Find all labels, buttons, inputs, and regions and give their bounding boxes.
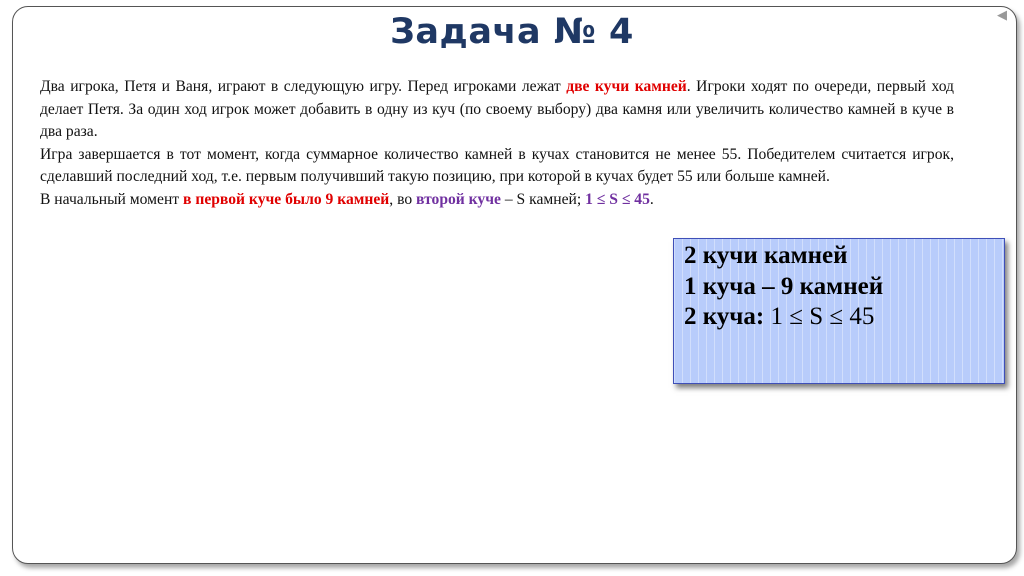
rules-text-end: . Игроки ходят по очереди, первый ход делает Петя. За один ход игрок может добавить в одну из куч (по своему выбору) два камня или увеличить количество камней в куче в два раза. [40,78,954,140]
rules-text-start: Два игрока, Петя и Ваня, играют в следующую игру. Перед игроками лежат [40,78,567,95]
second-heap-label: 2 куча: [684,303,765,330]
initial-text-start: В начальный момент [40,190,184,208]
paragraph-end-condition: Игра завершается в тот момент, когда суммарное количество камней в кучах становится не менее 55. Победителем считается игрок, сделавший последний ход, т.е. первым получивший такую позицию, при которой в кучах будет 55 или больше камней. [40,145,954,185]
initial-text-s: – S камней; [500,190,586,208]
problem-statement [40,76,954,211]
highlight-two-heaps: две кучи камней [566,78,687,95]
previous-slide-arrow-icon[interactable]: ◀ [997,8,1007,23]
highlight-s-range: 1 ≤ S ≤ 45 [585,190,650,208]
summary-line-first-heap: 1 куча – 9 камней [684,272,884,300]
summary-line-second-heap [684,302,994,333]
slide-title: Задача № 4 [390,12,634,52]
paragraph-rules [40,76,954,144]
paragraph-initial-state [40,189,954,212]
highlight-first-heap: в первой куче было 9 камней [183,190,390,208]
highlight-second-heap: второй куче [416,190,501,208]
summary-line-heaps: 2 кучи камней [684,242,848,269]
summary-box [673,238,1005,384]
second-heap-range: 1 ≤ S ≤ 45 [764,303,875,330]
initial-text-end: . [649,190,654,208]
initial-text-mid: , во [389,190,417,208]
